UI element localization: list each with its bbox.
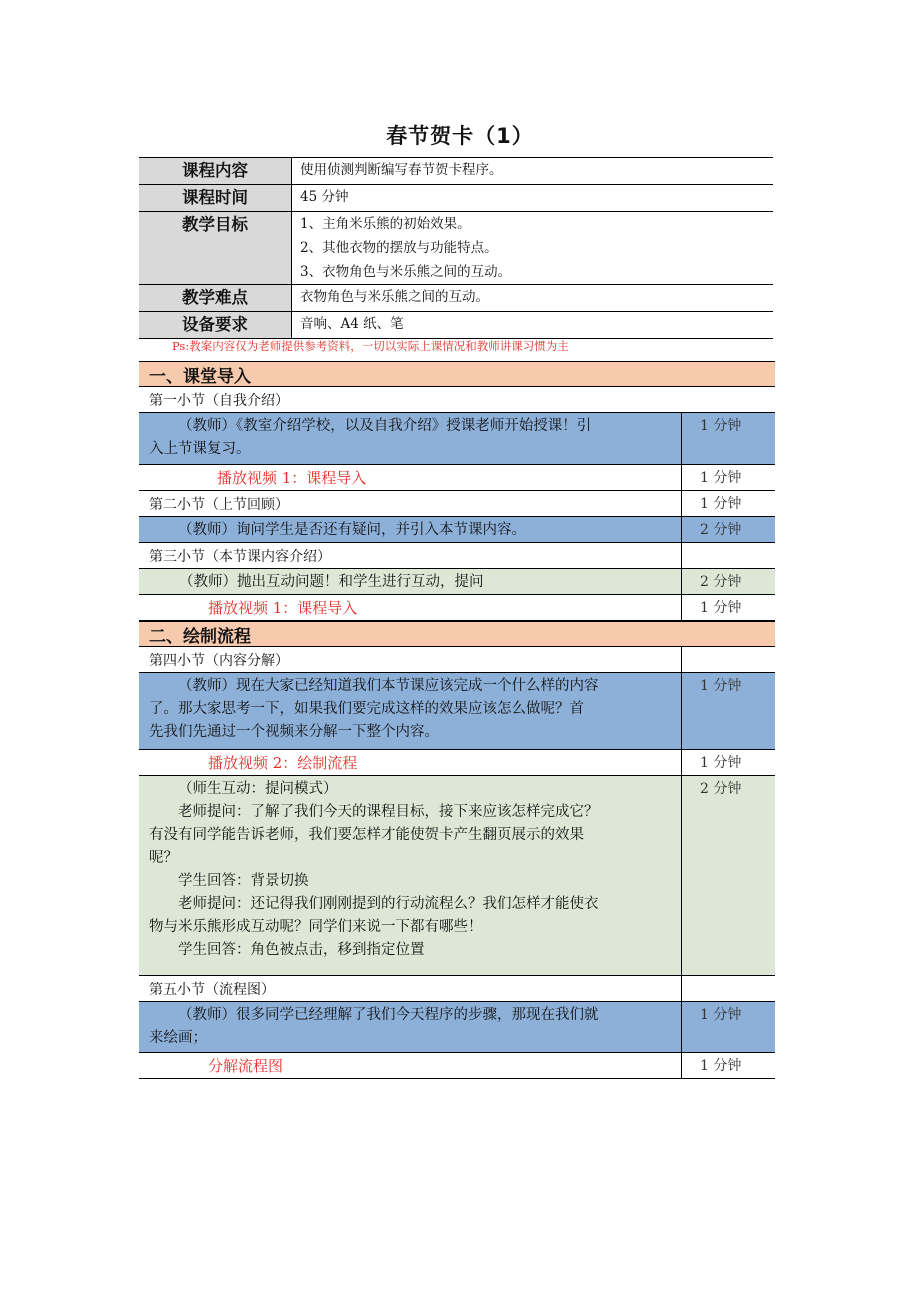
video-row — [139, 465, 775, 491]
video-row — [139, 1053, 775, 1079]
info-value: 音响、A4 纸、笔 — [300, 316, 404, 332]
subsection-row — [139, 543, 775, 569]
info-row-content — [139, 158, 773, 185]
activity-row — [139, 776, 775, 976]
activity-text: （教师）现在大家已经知道我们本节课应该完成一个什么样的内容 了。那大家思考一下，如果我们要完成这样的效果应该怎么做呢？首 先我们先通过一个视频来分解一下整个内容。 — [139, 673, 682, 749]
section-heading: 一、课堂导入 — [139, 361, 775, 387]
activity-duration: 1 分钟 — [700, 1058, 742, 1074]
subsection-label: 第三小节（本节课内容介绍） — [139, 543, 682, 568]
activity-duration: 2 分钟 — [682, 776, 775, 975]
page-title: 春节贺卡（1） — [386, 124, 534, 148]
course-info-table — [139, 157, 773, 339]
activity-row — [139, 517, 775, 543]
activity-duration: 1 分钟 — [700, 600, 742, 616]
info-key: 教学难点 — [182, 288, 248, 307]
info-key: 课程内容 — [182, 161, 248, 180]
activity-duration: 1 分钟 — [682, 673, 775, 749]
subsection-label: 第二小节（上节回顾） — [139, 491, 682, 516]
subsection-label: 第四小节（内容分解） — [139, 647, 682, 672]
activity-text: （师生互动：提问模式） 老师提问：了解了我们今天的课程目标，接下来应该怎样完成它？ 有没有同学能告诉老师，我们要怎样才能使贺卡产生翻页展示的效果 呢？ 学生回答：背景切换 老师提问：还记得我们刚刚提到的行动流程么？我们怎样才能使衣 物与米乐熊形成互动呢？同学们来说一下都有哪些！ 学生回答：角色被点击，移到指定位置 — [139, 776, 682, 975]
info-key: 课程时间 — [182, 188, 248, 207]
info-row-difficulty — [139, 285, 773, 312]
section-heading: 二、绘制流程 — [139, 621, 775, 647]
activity-text: （教师）很多同学已经理解了我们今天程序的步骤，那现在我们就 来绘画； — [139, 1002, 682, 1052]
subsection-row — [139, 976, 775, 1002]
activity-row — [139, 1002, 775, 1053]
video-label: 播放视频 1：课程导入 — [139, 595, 682, 620]
info-value: 衣物角色与米乐熊之间的互动。 — [300, 289, 489, 305]
activity-row — [139, 413, 775, 465]
subsection-row — [139, 491, 775, 517]
activity-text: （教师）《教室介绍学校，以及自我介绍》授课老师开始授课！引 入上节课复习。 — [139, 413, 682, 464]
info-value: 3、衣物角色与米乐熊之间的互动。 — [300, 264, 512, 280]
activity-duration: 2 分钟 — [682, 569, 775, 594]
info-value: 45 分钟 — [300, 189, 349, 205]
activity-duration: 1 分钟 — [682, 413, 775, 464]
activity-duration: 1 分钟 — [682, 1002, 775, 1052]
video-row — [139, 750, 775, 776]
activity-duration: 1 分钟 — [700, 470, 742, 486]
subsection-row — [139, 387, 775, 413]
info-row-equipment — [139, 312, 773, 339]
activity-duration: 1 分钟 — [700, 496, 742, 512]
info-row-goals — [139, 212, 773, 285]
info-row-time — [139, 185, 773, 212]
info-key: 设备要求 — [182, 315, 248, 334]
video-row — [139, 595, 775, 621]
info-value: 2、其他衣物的摆放与功能特点。 — [300, 240, 498, 256]
activity-row — [139, 673, 775, 750]
activity-duration: 1 分钟 — [700, 755, 742, 771]
video-label: 播放视频 1：课程导入 — [139, 465, 682, 490]
ps-note: Ps:教案内容仅为老师提供参考资料，一切以实际上课情况和教师讲课习惯为主 — [172, 339, 569, 353]
activity-row — [139, 569, 775, 595]
subsection-label: 第一小节（自我介绍） — [149, 392, 289, 409]
video-label: 播放视频 2：绘制流程 — [139, 750, 682, 775]
activity-duration: 2 分钟 — [682, 517, 775, 542]
activity-text: （教师）询问学生是否还有疑问，并引入本节课内容。 — [139, 517, 682, 542]
subsection-label: 第五小节（流程图） — [139, 976, 682, 1001]
info-key: 教学目标 — [182, 215, 248, 234]
subsection-row — [139, 647, 775, 673]
lesson-plan-table — [139, 361, 775, 1079]
info-value: 使用侦测判断编写春节贺卡程序。 — [300, 162, 503, 178]
activity-text: （教师）抛出互动问题！和学生进行互动，提问 — [139, 569, 682, 594]
flowchart-label: 分解流程图 — [139, 1053, 682, 1078]
info-value: 1、主角米乐熊的初始效果。 — [300, 216, 471, 232]
